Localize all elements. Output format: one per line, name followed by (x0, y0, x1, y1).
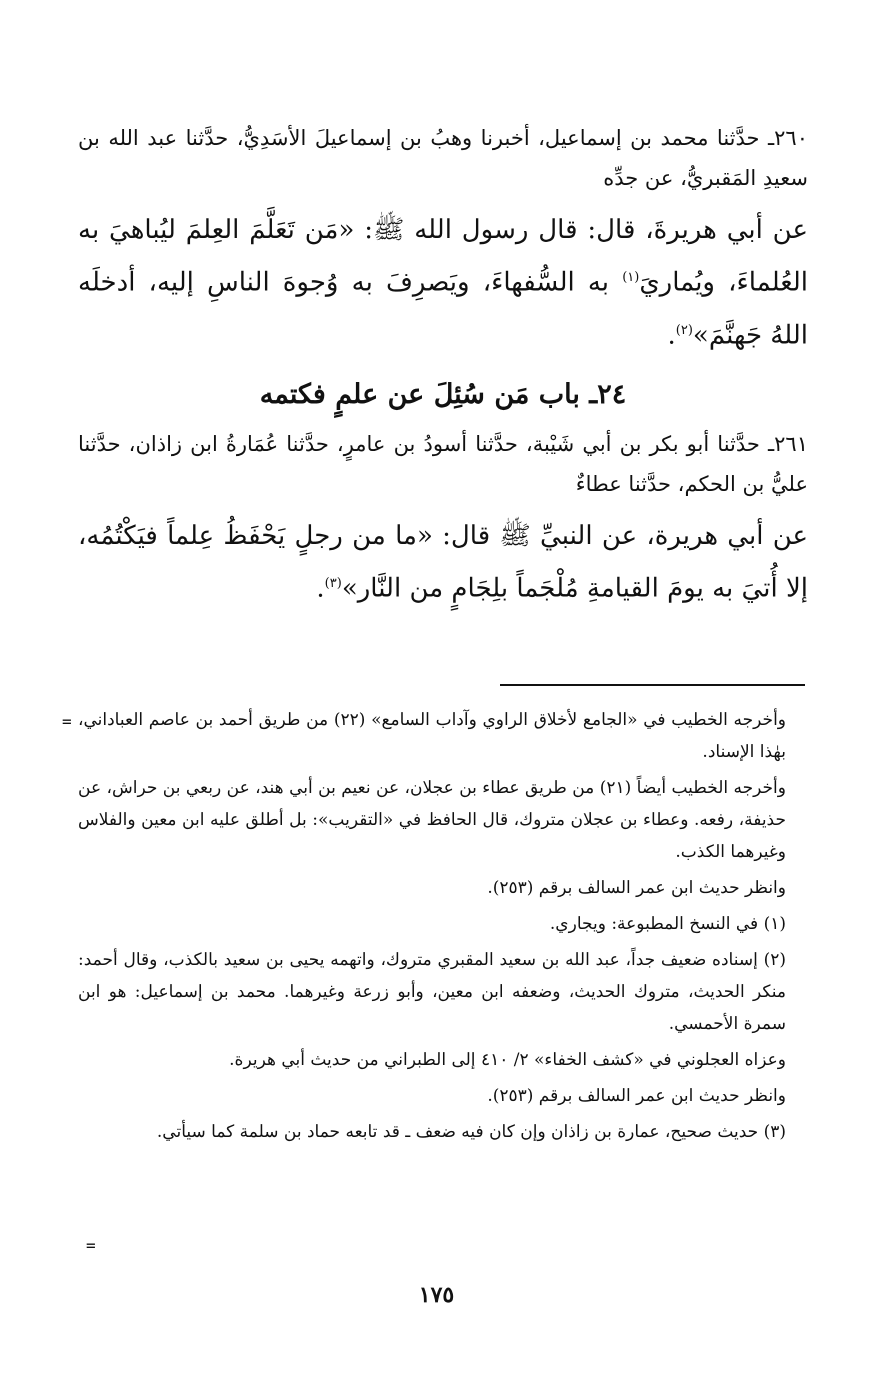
footnote-1: (١) في النسخ المطبوعة: ويجاري. (549, 914, 786, 934)
footnotes (78, 704, 808, 1152)
continuation-mark-bottom: = (86, 1236, 96, 1255)
hadith-260-matn-part2: به السُّفهاءَ، ويَصرِفَ به وُجوهَ الناسِ إليه، أدخلَه اللهُ جَهنَّمَ» (78, 267, 808, 351)
footnote-2-b: وعزاه العجلوني في «كشف الخفاء» ٢/ ٤١٠ إلى الطبراني من حديث أبي هريرة. (229, 1050, 786, 1070)
footnote-2-c: وانظر حديث ابن عمر السالف برقم (٢٥٣). (487, 1086, 786, 1106)
footnote-ref-2[interactable]: (٢) (675, 322, 693, 338)
hadith-260-end: . (667, 320, 676, 351)
hadith-261-isnad: ٢٦١ـ حدَّثنا أبو بكر بن أبي شَيْبة، حدَّثنا أسودُ بن عامرٍ، حدَّثنا عُمَارةُ ابن زاذان، حدَّثنا عليُّ بن الحكم، حدَّثنا عطاءٌ (78, 432, 808, 497)
page-number: ١٧٥ (418, 1282, 455, 1308)
main-text (78, 118, 808, 613)
hadith-261-end: . (316, 573, 325, 604)
footnote-continued-3: وانظر حديث ابن عمر السالف برقم (٢٥٣). (487, 878, 786, 898)
footnote-3: (٣) حديث صحيح، عمارة بن زاذان وإن كان فيه ضعف ـ قد تابعه حماد بن سلمة كما سيأتي. (156, 1122, 786, 1142)
chapter-heading: ٢٤ـ باب مَن سُئِلَ عن علمٍ فكتمه (259, 379, 627, 411)
hadith-260-matn (78, 206, 808, 359)
footnote-ref-3[interactable]: (٣) (324, 576, 342, 592)
footnote-divider (500, 684, 805, 686)
hadith-261-matn-text: عن أبي هريرة، عن النبيِّ ﷺ قال: «ما من رجلٍ يَحْفَظُ عِلماً فيَكْتُمُه، إلا أُتيَ به يومَ القيامةِ مُلْجَماً بلِجَامٍ من النَّار» (78, 521, 808, 604)
hadith-261-matn (78, 512, 808, 613)
footnote-ref-1[interactable]: (١) (622, 270, 640, 285)
footnote-2: (٢) إسناده ضعيف جداً، عبد الله بن سعيد المقبري متروك، واتهمه يحيى بن سعيد بالكذب، وقال أحمد: منكر الحديث، متروك الحديث، وضعفه ابن معين، وأبو زرعة وغيرهما. محمد بن إسماعيل: هو ابن سمرة الأحمسي. (78, 950, 786, 1034)
footnote-continued-1: وأخرجه الخطيب في «الجامع لأخلاق الراوي وآداب السامع» (٢٢) من طريق أحمد بن عاصم العباداني، بهٰذا الإسناد. (78, 710, 787, 762)
hadith-260-matn-part1: عن أبي هريرةَ، قال: قال رسول الله ﷺ: «مَن تَعَلَّمَ العِلمَ ليُباهيَ به العُلماءَ، ويُماريَ (78, 215, 808, 298)
hadith-260-isnad: ٢٦٠ـ حدَّثنا محمد بن إسماعيل، أخبرنا وهبُ بن إسماعيلَ الأسَدِيُّ، حدَّثنا عبد الله بن سعيدِ المَقبريُّ، عن جدِّه (78, 126, 808, 190)
footnote-continued-2: وأخرجه الخطيب أيضاً (٢١) من طريق عطاء بن عجلان، عن نعيم بن أبي هند، عن ربعي بن حراش، عن حذيفة، رفعه. وعطاء بن عجلان متروك، قال الحافظ في «التقريب»: بل أطلق عليه ابن معين والفلاس وغيرهما الكذب. (78, 778, 786, 862)
continuation-mark-top: = (62, 712, 72, 731)
